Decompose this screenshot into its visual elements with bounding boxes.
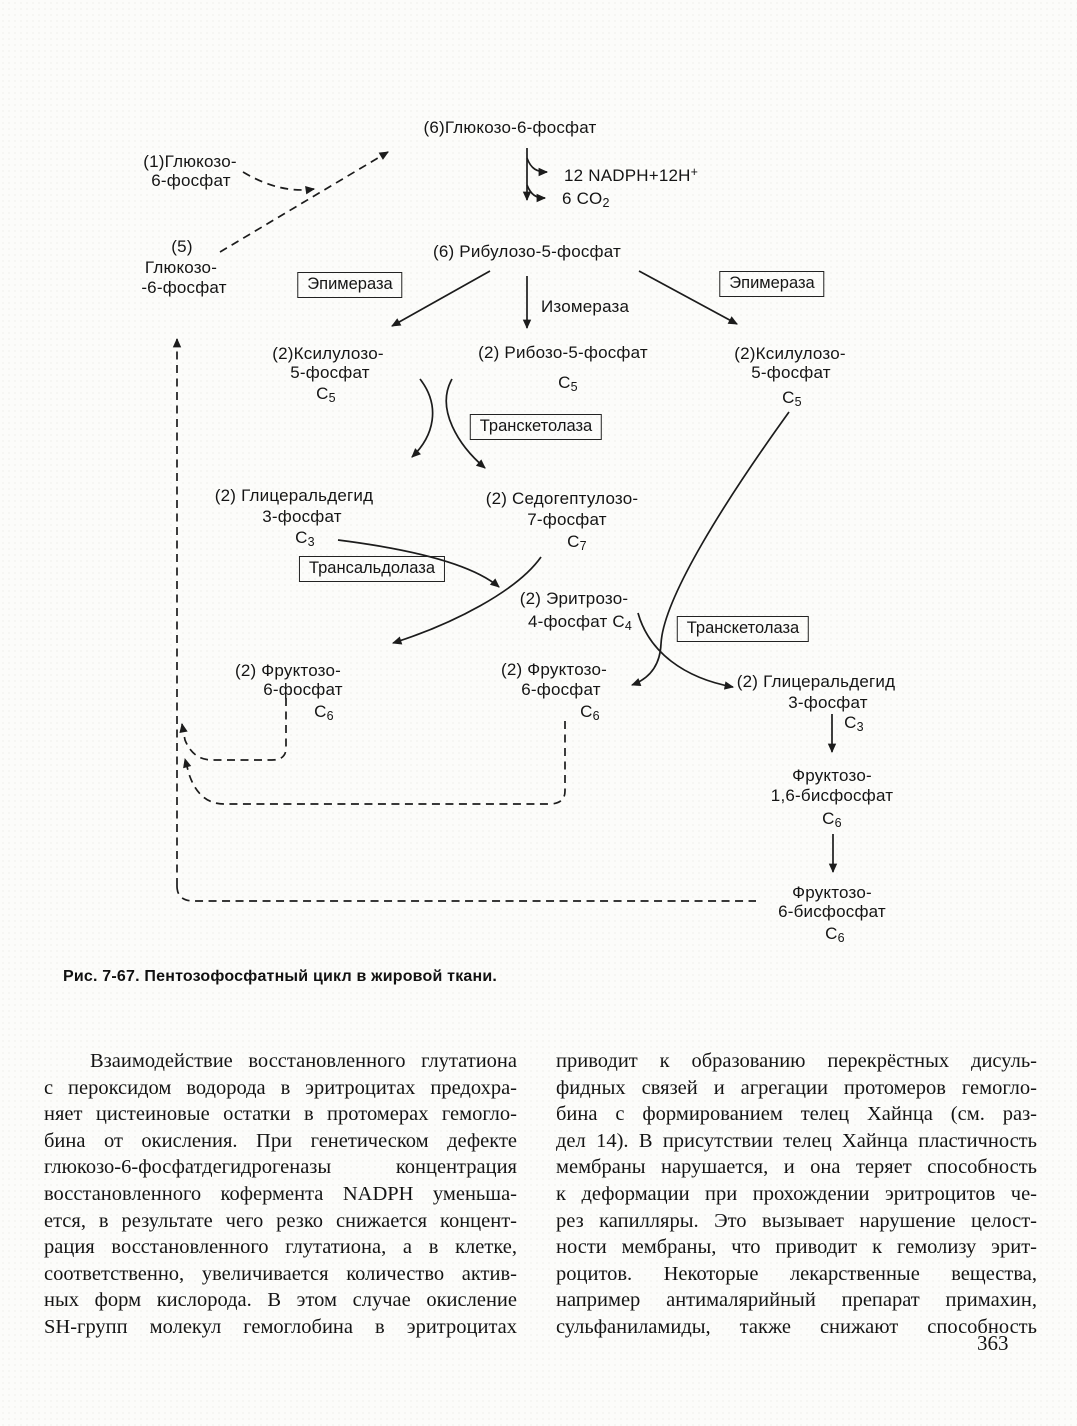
arrow-xylulose-right-to-fructose-center [632,412,789,685]
box-epimerase-right: Эпимераза [719,271,824,297]
node-f16bp-line2: 1,6-бисфосфат [770,786,894,805]
node-f6bp-line2: 6-бисфосфат [778,902,886,921]
dashed-fructose-left-return [182,698,286,760]
label-co2: 6 $CO_2$ [562,189,610,210]
node-xylulose5p-left-line1: (2)Ксилулозо- [272,344,384,363]
text-line: к деформации при прохождении эритроцитов че- [556,1182,1037,1205]
arrow-ribulose-to-xylulose-left [392,271,490,326]
text-line: SH-групп молекул гемоглобина в эритроцитах [44,1315,517,1338]
text-line: приводит к образованию перекрёстных дисуль- [556,1050,1037,1072]
node-glucose6p-output-line3: -6-фосфат [141,278,227,297]
node-ga3p-right-formula: $C_3$ [844,713,864,734]
text-line: дел 14). В присутствии телец Хайнца пластичность [556,1129,1037,1152]
text-line: с пероксидом водорода в эритроцитах предохра- [44,1076,517,1099]
text-line: бина с формированием телец Хайнца (см. раз- [556,1103,1037,1126]
node-fructose6p-center-line2: 6-фосфат [521,680,601,699]
label-isomerase: Изомераза [541,297,630,316]
arrow-transketolase1-a [412,379,433,457]
node-fructose6p-center-formula: $C_6$ [580,702,600,723]
node-glucose6p-input-line2: 6-фосфат [151,171,231,190]
text-column-right [556,1048,1037,1341]
node-glucose6p-output-line2: Глюкозо- [144,258,218,277]
dashed-g6p-regenerated [220,152,388,252]
node-ribose5p-formula: $C_5$ [558,373,578,394]
node-sedoheptulose7p-formula: $C_7$ [567,532,587,553]
dashed-recycle-bottom [177,886,756,901]
node-ribulose5p: (6) Рибулозо-5-фосфат [432,242,622,261]
node-erythrose4p-line2: 4-фосфат $C_4$ [527,612,633,633]
node-erythrose4p-line1: (2) Эритрозо- [519,589,629,608]
dashed-g6p-input [243,172,314,190]
node-sedoheptulose7p-line1: (2) Седогептулозо- [485,489,639,508]
text-line: няет цистеиновые остатки в протомерах гемогло- [44,1103,517,1126]
box-epimerase-left: Эпимераза [297,272,402,298]
node-xylulose5p-right-line2: 5-фосфат [751,363,831,382]
node-glucose6p-pool: (6)Глюкозо-6-фосфат [423,118,597,137]
text-line: бина от окисления. При генетическом дефекте [44,1129,517,1152]
node-sedoheptulose7p-line2: 7-фосфат [527,510,607,529]
page-number: 363 [977,1331,1009,1355]
text-line: рация восстановленного глутатиона, а в клетке, [44,1236,517,1259]
figure-caption: Рис. 7-67. Пентозофосфатный цикл в жировой ткани. [63,968,498,985]
text-line: сульфаниламиды, также снижают способность [556,1315,1037,1338]
text-line: Взаимодействие восстановленного глутатиона [90,1050,517,1072]
text-line: мембраны нарушается, и она теряет способность [556,1156,1037,1179]
node-f16bp-formula: $C_6$ [822,809,842,830]
node-ga3p-left-line1: (2) Глицеральдегид [214,486,374,505]
node-fructose6p-center-line1: (2) Фруктозо- [501,660,607,679]
text-line: например антималярийный препарат примахин, [556,1289,1037,1312]
node-ribose5p: (2) Рибозо-5-фосфат [478,343,648,362]
node-fructose6p-left-formula: $C_6$ [314,702,334,723]
node-f6bp-formula: $C_6$ [825,924,845,945]
node-ga3p-left-formula: $C_3$ [295,528,315,549]
node-ga3p-left-line2: 3-фосфат [262,507,342,526]
text-line: ных форм кислорода. В этом случае окисление [44,1289,517,1312]
text-line: ется, в результате чего резко снижается концент- [44,1209,517,1232]
text-line: соответственно, увеличивается количество актив- [44,1262,517,1285]
text-line: восстановленного кофермента NADPH уменьша- [44,1182,517,1205]
erythrose4p-formula: $C_4$ [612,612,633,633]
node-ga3p-right-line2: 3-фосфат [788,693,868,712]
text-line: ности мембраны, что приводит к гемолизу эрит- [556,1236,1037,1259]
text-column-left [44,1048,517,1341]
box-transketolase-2: Транскетолаза [677,616,809,642]
node-glucose6p-input-line1: (1)Глюкозо- [143,152,237,171]
node-f6bp-line1: Фруктозо- [792,883,872,902]
box-transaldolase: Трансальдолаза [299,556,445,582]
node-ga3p-right-line1: (2) Глицеральдегид [736,672,896,691]
arrow-branch-co2 [527,185,545,198]
node-fructose6p-left-line1: (2) Фруктозо- [235,661,341,680]
node-xylulose5p-right-formula: $C_5$ [782,388,802,409]
label-nadph: 12 NADPH+12H+ [564,165,699,185]
text-line: глюкозо-6-фосфатдегидрогеназы концентрация [44,1156,517,1179]
box-transketolase-1: Транскетолаза [470,414,602,440]
node-xylulose5p-right-line1: (2)Ксилулозо- [734,344,846,363]
text-line: фидных связей и агрегации протомеров гемогло- [556,1076,1037,1099]
text-line: рез капилляры. Это вызывает нарушение целост- [556,1209,1037,1232]
arrow-branch-nadph [527,158,547,172]
node-xylulose5p-left-line2: 5-фосфат [290,363,370,382]
node-glucose6p-output-line1: (5) [171,237,193,256]
node-f16bp-line1: Фруктозо- [792,766,872,785]
node-fructose6p-left-line2: 6-фосфат [263,680,343,699]
node-xylulose5p-left-formula: $C_5$ [316,384,336,405]
dashed-fructose-center-return [185,721,565,804]
text-line: роцитов. Некоторые лекарственные вещества, [556,1262,1037,1285]
